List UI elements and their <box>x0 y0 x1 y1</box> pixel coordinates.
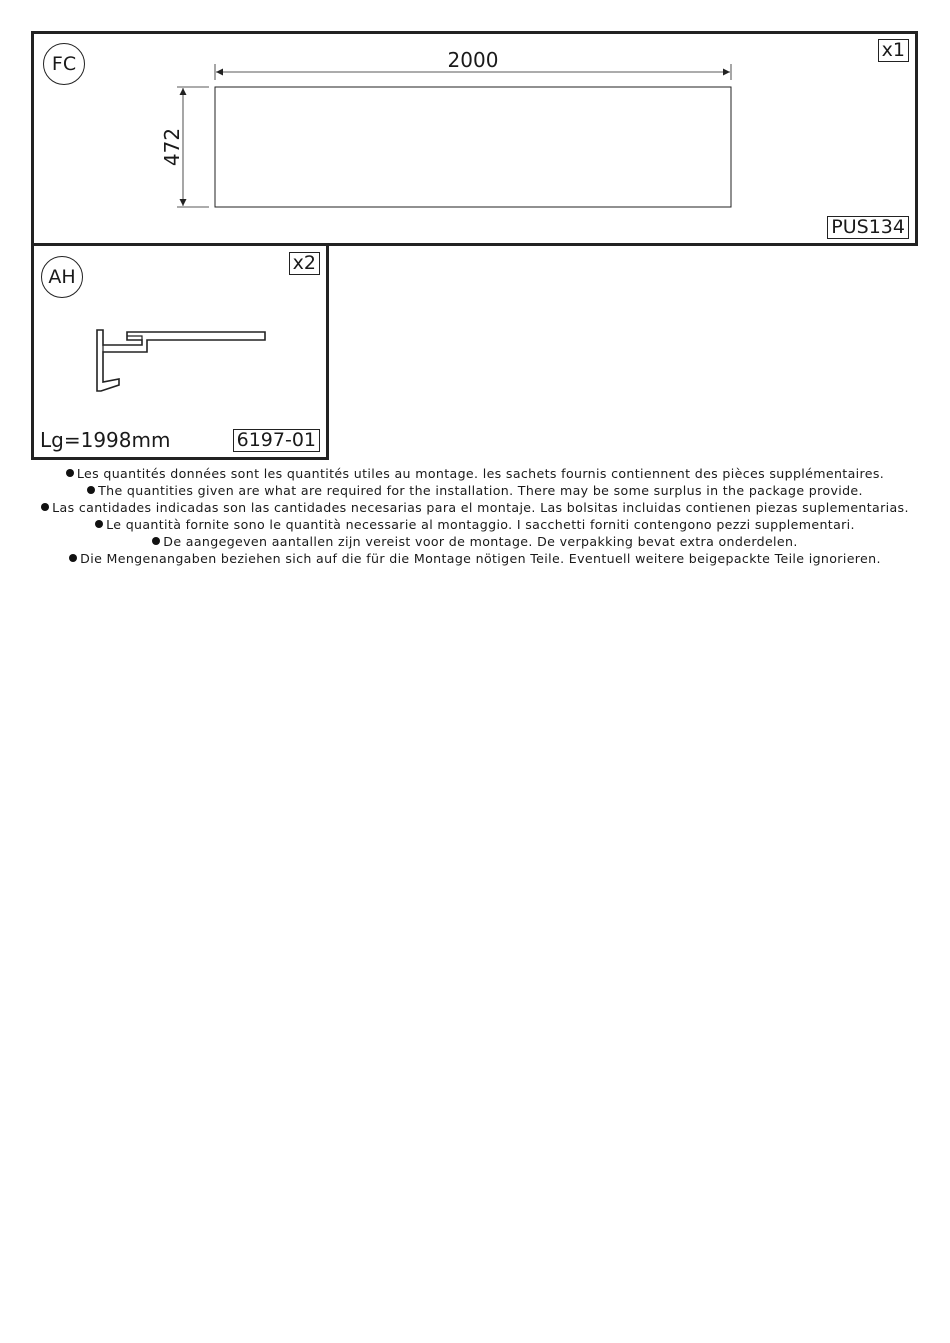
width-dimension-label: 2000 <box>447 48 499 72</box>
part-panel-ah <box>31 243 329 460</box>
part-code-label: 6197-01 <box>233 429 320 452</box>
part-id-badge: FC <box>43 43 85 85</box>
quantity-notes <box>0 465 950 567</box>
flag-fr-icon <box>66 469 74 477</box>
note-line-nl: De aangegeven aantallen zijn vereist voor de montage. De verpakking bevat extra onderdelen. <box>0 533 950 550</box>
panel-outline <box>215 87 731 207</box>
profile-drawing <box>34 246 332 463</box>
note-line-es: Las cantidades indicadas son las cantidades necesarias para el montaje. Las bolsitas incluidas contienen piezas suplementarias. <box>0 499 950 516</box>
quantity-label: x1 <box>878 39 909 62</box>
part-id-badge: AH <box>41 256 83 298</box>
note-line-de: Die Mengenangaben beziehen sich auf die für die Montage nötigen Teile. Eventuell weitere beigepackte Teile ignorieren. <box>0 550 950 567</box>
flag-nl-icon <box>152 537 160 545</box>
length-label: Lg=1998mm <box>40 428 171 452</box>
aluminium-profile-outline <box>97 330 265 391</box>
flag-en-icon <box>87 486 95 494</box>
part-code-label: PUS134 <box>827 216 909 239</box>
flag-es-icon <box>41 503 49 511</box>
flag-it-icon <box>95 520 103 528</box>
height-dimension-label: 472 <box>160 127 184 167</box>
part-panel-fc <box>31 31 918 246</box>
profile-detail-lines <box>103 336 142 352</box>
note-line-fr: Les quantités données sont les quantités utiles au montage. les sachets fournis contiennent des pièces supplémentaires. <box>0 465 950 482</box>
note-line-it: Le quantità fornite sono le quantità necessarie al montaggio. I sacchetti forniti contengono pezzi supplementari. <box>0 516 950 533</box>
flag-de-icon <box>69 554 77 562</box>
note-line-en: The quantities given are what are required for the installation. There may be some surplus in the package provide. <box>0 482 950 499</box>
quantity-label: x2 <box>289 252 320 275</box>
panel-drawing <box>34 34 921 249</box>
